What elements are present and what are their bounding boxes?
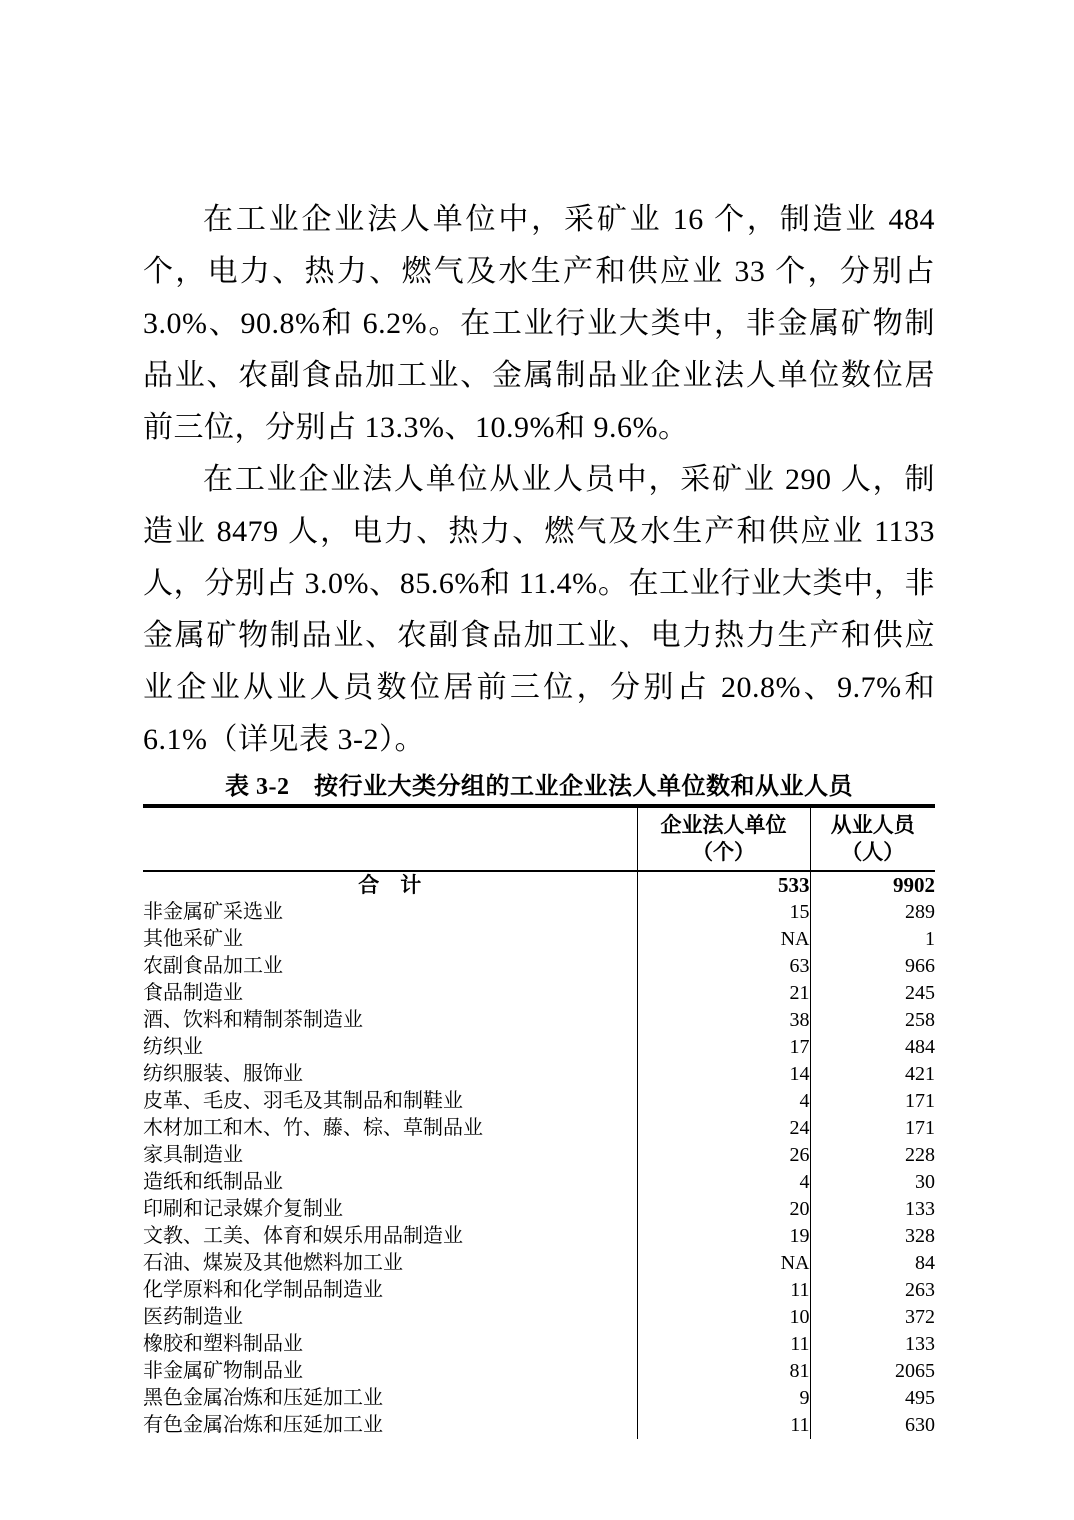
- industry-label: 木材加工和木、竹、藤、棕、草制品业: [143, 1117, 483, 1139]
- industry-label: 纺织业: [143, 1036, 203, 1058]
- employees-value: 484: [810, 1034, 935, 1061]
- industry-label: 非金属矿采选业: [143, 901, 283, 923]
- units-value: NA: [637, 1250, 810, 1277]
- header-legal-units-unit: （个）: [692, 840, 755, 864]
- table-row: [143, 1169, 935, 1196]
- header-employees-title: 从业人员: [830, 813, 915, 837]
- units-value: 9: [637, 1385, 810, 1412]
- units-value: 15: [637, 899, 810, 926]
- table-row: [143, 926, 935, 953]
- industry-label: 皮革、毛皮、羽毛及其制品和制鞋业: [143, 1090, 463, 1112]
- table-row: [143, 1142, 935, 1169]
- table-row: [143, 1088, 935, 1115]
- units-value: 14: [637, 1061, 810, 1088]
- units-value: NA: [637, 926, 810, 953]
- table-row: [143, 1061, 935, 1088]
- employees-value: 171: [810, 1115, 935, 1142]
- units-value: 20: [637, 1196, 810, 1223]
- employees-value: 84: [810, 1250, 935, 1277]
- employees-value: 30: [810, 1169, 935, 1196]
- table-total-row: [143, 871, 935, 899]
- units-value: 19: [637, 1223, 810, 1250]
- units-value: 4: [637, 1169, 810, 1196]
- employees-value: 630: [810, 1412, 935, 1439]
- table-row: [143, 1277, 935, 1304]
- units-value: 10: [637, 1304, 810, 1331]
- employees-value: 2065: [810, 1358, 935, 1385]
- header-employees: [810, 806, 935, 871]
- industry-label: 纺织服装、服饰业: [143, 1063, 303, 1085]
- header-industry-blank: [143, 806, 637, 871]
- industry-label: 农副食品加工业: [143, 955, 283, 977]
- units-value: 81: [637, 1358, 810, 1385]
- employees-value: 133: [810, 1196, 935, 1223]
- units-value: 11: [637, 1331, 810, 1358]
- industry-label: 食品制造业: [143, 982, 243, 1004]
- paragraph-employees: 在工业企业法人单位从业人员中，采矿业 290 人，制造业 8479 人，电力、热力、燃气及水生产和供应业 1133 人，分别占 3.0%、85.6%和 11.4%。在工业行业大类中，非金属矿物制品业、农副食品加工业、电力热力生产和供应业企业从业人员数位居前三位，分别占 20.8%、9.7%和 6.1%（详见表 3-2）。: [143, 463, 935, 756]
- units-value: 4: [637, 1088, 810, 1115]
- employees-value: 1: [810, 926, 935, 953]
- units-value: 24: [637, 1115, 810, 1142]
- employees-value: 328: [810, 1223, 935, 1250]
- header-employees-unit: （人）: [841, 840, 905, 864]
- total-units-value: 533: [637, 871, 810, 899]
- table-row: [143, 899, 935, 926]
- table-row: [143, 1304, 935, 1331]
- units-value: 11: [637, 1412, 810, 1439]
- industry-label: 造纸和纸制品业: [143, 1171, 283, 1193]
- industry-label: 其他采矿业: [143, 928, 243, 950]
- employees-value: 228: [810, 1142, 935, 1169]
- table-row: [143, 1331, 935, 1358]
- industry-label: 非金属矿物制品业: [143, 1360, 303, 1382]
- header-legal-units-title: 企业法人单位: [660, 813, 787, 837]
- table-row: [143, 1034, 935, 1061]
- table-row: [143, 953, 935, 980]
- table-row: [143, 1412, 935, 1439]
- employees-value: 133: [810, 1331, 935, 1358]
- employees-value: 245: [810, 980, 935, 1007]
- industry-label: 黑色金属冶炼和压延加工业: [143, 1387, 383, 1409]
- units-value: 21: [637, 980, 810, 1007]
- table-title: 表 3-2 按行业大类分组的工业企业法人单位数和从业人员: [225, 774, 853, 800]
- table-row: [143, 1385, 935, 1412]
- table-row: [143, 1358, 935, 1385]
- industry-label: 橡胶和塑料制品业: [143, 1333, 303, 1355]
- header-legal-units: [637, 806, 810, 871]
- industry-label: 化学原料和化学制品制造业: [143, 1279, 383, 1301]
- units-value: 26: [637, 1142, 810, 1169]
- total-employees-value: 9902: [810, 871, 935, 899]
- employees-value: 263: [810, 1277, 935, 1304]
- industry-label: 家具制造业: [143, 1144, 243, 1166]
- employees-value: 421: [810, 1061, 935, 1088]
- table-row: [143, 1007, 935, 1034]
- text-block: [143, 194, 935, 1439]
- employees-value: 289: [810, 899, 935, 926]
- paragraph-legal-units: 在工业企业法人单位中，采矿业 16 个，制造业 484 个，电力、热力、燃气及水生产和供应业 33 个，分别占 3.0%、90.8%和 6.2%。在工业行业大类中，非金属矿物制品业、农副食品加工业、金属制品业企业法人单位数位居前三位，分别占 13.3%、10.9%和 9.6%。: [143, 203, 935, 444]
- industry-label: 石油、煤炭及其他燃料加工业: [143, 1252, 403, 1274]
- industry-label: 酒、饮料和精制茶制造业: [143, 1009, 363, 1031]
- industry-label: 印刷和记录媒介复制业: [143, 1198, 343, 1220]
- units-value: 11: [637, 1277, 810, 1304]
- units-value: 17: [637, 1034, 810, 1061]
- employees-value: 171: [810, 1088, 935, 1115]
- table-row: [143, 1115, 935, 1142]
- employees-value: 495: [810, 1385, 935, 1412]
- industry-table: [143, 804, 935, 1439]
- table-row: [143, 1196, 935, 1223]
- table-row: [143, 1223, 935, 1250]
- table-header-row: [143, 806, 935, 871]
- table-row: [143, 1250, 935, 1277]
- units-value: 38: [637, 1007, 810, 1034]
- employees-value: 966: [810, 953, 935, 980]
- industry-label: 医药制造业: [143, 1306, 243, 1328]
- industry-label: 文教、工美、体育和娱乐用品制造业: [143, 1225, 463, 1247]
- employees-value: 372: [810, 1304, 935, 1331]
- total-label: 合 计: [358, 873, 422, 897]
- table-row: [143, 980, 935, 1007]
- units-value: 63: [637, 953, 810, 980]
- employees-value: 258: [810, 1007, 935, 1034]
- industry-label: 有色金属冶炼和压延加工业: [143, 1414, 383, 1436]
